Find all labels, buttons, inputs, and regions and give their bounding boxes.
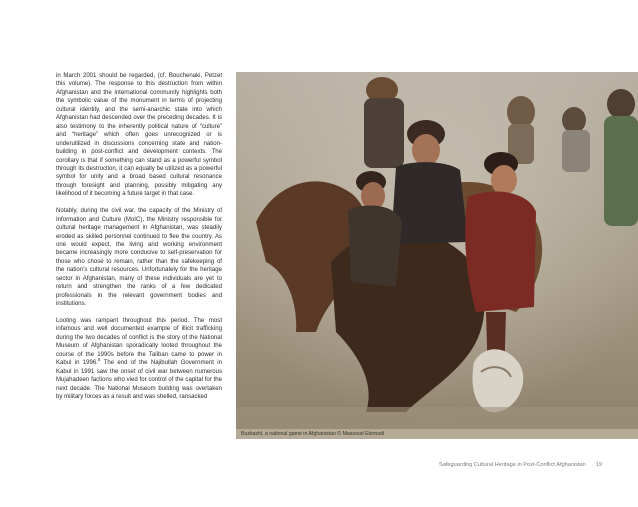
- page-number: 19: [595, 462, 602, 468]
- photo-caption: Buzkashi, a national game in Afghanistan © Massoud Etemadi: [236, 429, 638, 439]
- paragraph-2: Notably, during the civil war, the capacity of the Ministry of Information and Culture (MoIC), the Ministry responsible for cultural heritage management in Afghanistan, was steadily eroded as skilled personnel continued to flee the country. As one would expect, the living and working environment became increasingly more conducive to self-preservation for those who chose to remain, rather than the safekeeping of the nation’s cultural resources. Unfortunately for the heritage sector in Afghanistan, many of these individuals are yet to return and strengthen the ranks of a few dedicated professionals in the relevant government bodies and institutions.: [56, 208, 222, 308]
- paragraph-1: in March 2001 should be regarded, (cf. Bouchenaki, Petzet this volume). The response to this destruction from within Afghanistan and the international community highlights both the symbolic value of the monument in terms of projecting cultural identity, and the semi-anarchic state into which Afghanistan had descended over the preceding decades. It is also testimony to the inherently political nature of “culture” and “heritage” which often goes unrecognized or is underutilized in discussions concerning state and nation-building in post-conflict and development contexts. The corollary is that if something can stand as a powerful symbol through its destruction, it can equally be utilized as a powerful symbol for unity and a broad based cultural resonance through foresight and planning, possibly mitigating any likelihood of it becoming a future target in that case.: [56, 73, 222, 198]
- buzkashi-photo: [236, 72, 638, 439]
- body-text-column: [56, 72, 222, 410]
- paragraph-3-part-2: The end of the Najibullah Government in Kabul in 1991 saw the onset of civil war between numerous Mujahadeen factions who vied for control of the capital for the next decade. The National Museum building was overtaken by military forces as a result and was shelled, ransacked: [56, 360, 222, 401]
- footnote-reference: 6: [97, 357, 101, 363]
- buzkashi-photo-illustration: [236, 72, 638, 439]
- page-footer: [439, 462, 602, 468]
- running-title: Safeguarding Cultural Heritage in Post-Conflict Afghanistan: [439, 462, 586, 468]
- paragraph-3: [56, 317, 222, 402]
- paragraph-3-part-1: Looting was rampant throughout this period. The most infamous and well documented example of illicit trafficking during the two decades of conflict is the story of the National Museum of Afghanistan sporadically looted throughout the course of the 1990s before the Taliban came to power in Kabul in 1996.: [56, 318, 222, 367]
